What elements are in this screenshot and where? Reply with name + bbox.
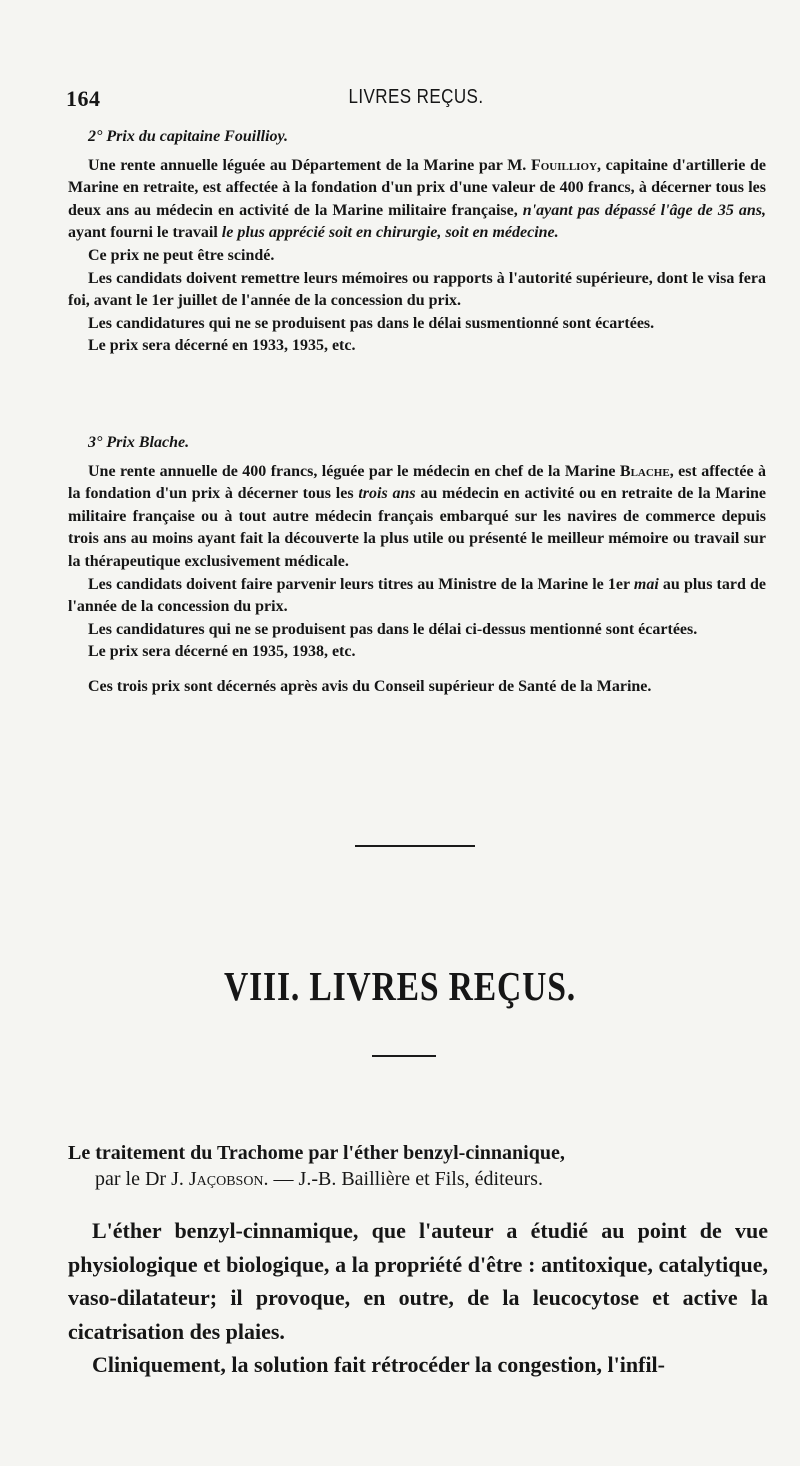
prize-3-p1-name: Blache [619, 462, 670, 480]
prize-3-paragraph-1 [68, 461, 766, 574]
prize-2-paragraph-5: Le prix sera décerné en 1933, 1935, etc. [88, 337, 356, 355]
prize-2-paragraph-2: Ce prix ne peut être scindé. [88, 246, 275, 264]
prize-3-p2-text-b: au plus tard de l'année de la concession du prix. [68, 575, 766, 616]
book-author-publisher: . — J.-B. Baillière et Fils, éditeurs. [263, 1168, 543, 1190]
book-review [68, 1214, 768, 1382]
book-author-prefix: par le Dr J. [95, 1168, 189, 1190]
prize-3-p2-text-a: Les candidats doivent faire parvenir leurs titres au Ministre de la Marine le 1er [88, 575, 634, 593]
prize-2-heading: 2° Prix du capitaine Fouillioy. [88, 128, 289, 145]
book-entry [68, 1140, 768, 1192]
review-paragraph-2: Cliniquement, la solution fait rétrocéder la congestion, l'infil- [92, 1352, 665, 1377]
running-title: LIVRES REÇUS. [348, 86, 484, 108]
prize-3-p1-text-c: au médecin en activité ou en retraite de la Marine militaire française ou à tout autre médecin français embarqué sur les navires de commerce depuis trois ans au moins ayant fait la découverte la plus utile ou présenté le meilleur mémoire ou travail sur la thérapeutique exclusivement médicale. [68, 485, 767, 570]
section-divider-bottom [372, 1055, 436, 1057]
review-paragraph-1: L'éther benzyl-cinnamique, que l'auteur a étudié au point de vue physiologique et biologique, a la propriété d'être : antitoxique, catalytique, vaso-dilatateur; il provoque, en outre, de la leucocytose et active la cicatrisation des plaies. [68, 1218, 768, 1344]
section-title: VIII. LIVRES REÇUS. [224, 963, 576, 1009]
prize-2-paragraph-1 [68, 155, 766, 245]
closing-paragraph: Ces trois prix sont décernés après avis du Conseil supérieur de Santé de la Marine. [88, 677, 652, 695]
prize-3-p2-italic: mai [633, 575, 659, 593]
running-head [66, 86, 766, 114]
prize-3-paragraph-3: Les candidatures qui ne se produisent pas dans le délai ci-dessus mentionné sont écartées. [88, 620, 698, 638]
prize-2-p1-italic: n'ayant pas dépassé l'âge de 35 ans, [522, 201, 767, 219]
prize-2-p1-text-b: , capitaine d'artillerie de Marine en retraite, est affectée à la fondation d'un prix d'une valeur de 400 francs, à décerner tous les deux ans au médecin en activité de la Marine militaire française, [68, 156, 767, 219]
prize-3-paragraph-4: Le prix sera décerné en 1935, 1938, etc. [88, 643, 356, 661]
prize-2-p1-italic-2: le plus apprécié soit en chirurgie, soit en médecine. [221, 224, 559, 242]
book-author-name: Jaçobson [188, 1168, 264, 1190]
prize-2-paragraph-3: Les candidats doivent remettre leurs mémoires ou rapports à l'autorité supérieure, dont le visa fera foi, avant le 1er juillet de l'année de la concession du prix. [68, 269, 766, 310]
section-divider-top [355, 845, 475, 847]
prize-2-p1-name: Fouillioy [530, 156, 597, 174]
book-author [68, 1166, 768, 1192]
book-title: Le traitement du Trachome par l'éther benzyl-cinnanique, [68, 1142, 565, 1164]
prize-2-paragraph-4: Les candidatures qui ne se produisent pas dans le délai susmentionné sont écartées. [88, 314, 655, 332]
prize-3-p1-text-a: Une rente annuelle de 400 francs, léguée par le médecin en chef de la Marine [88, 462, 620, 480]
prize-3-p1-text-b: , est affectée à la fondation d'un prix à décerner tous les [68, 462, 767, 503]
prize-2-p1-text-a: Une rente annuelle léguée au Département de la Marine par M. [88, 156, 531, 174]
prize-3-p1-italic: trois ans [358, 485, 416, 503]
prize-3-heading: 3° Prix Blache. [88, 434, 190, 451]
page-number: 164 [66, 86, 101, 111]
prize-3-section [68, 432, 766, 699]
prize-2-p1-text-c: ayant fourni le travail [68, 224, 222, 242]
prize-2-section [68, 126, 766, 358]
prize-3-paragraph-2 [68, 574, 766, 619]
